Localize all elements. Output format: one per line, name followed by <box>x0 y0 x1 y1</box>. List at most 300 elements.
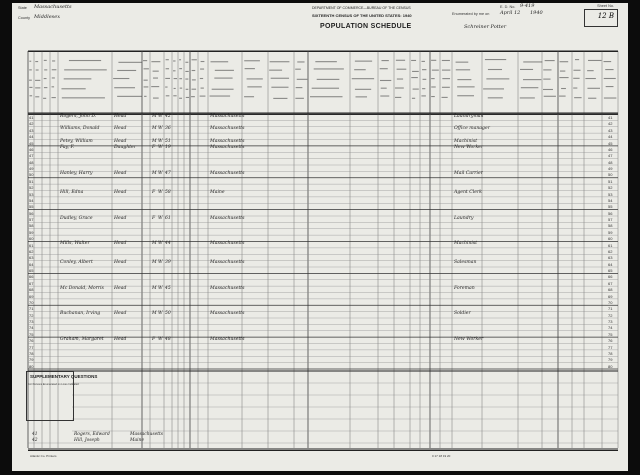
header-print-mark <box>575 59 579 60</box>
header-print-mark <box>395 87 404 88</box>
entry-sex: M <box>152 311 157 317</box>
line-number: 74 <box>29 325 34 331</box>
line-number: 47 <box>608 153 613 159</box>
header-print-mark <box>520 69 533 70</box>
header-print-mark <box>314 68 344 69</box>
header-print-mark <box>381 88 387 89</box>
header-print-mark <box>560 61 569 62</box>
entry-age: 45 <box>165 285 171 291</box>
line-number: 58 <box>29 223 34 229</box>
line-number: 53 <box>29 191 34 197</box>
entry-occupation: Office manager <box>454 126 490 132</box>
enumerated-date: April 12 <box>500 10 521 16</box>
header-print-mark <box>62 97 105 98</box>
line-number: 63 <box>29 255 34 261</box>
header-print-mark <box>574 97 581 98</box>
entry-birthplace: Massachusetts <box>210 139 245 144</box>
entry-age: 51 <box>165 139 171 144</box>
header-print-mark <box>214 78 232 79</box>
header-print-mark <box>520 97 535 98</box>
header-print-mark <box>543 69 551 70</box>
header-print-mark <box>192 70 196 71</box>
entry-race: W <box>158 215 163 221</box>
line-number: 64 <box>608 261 613 267</box>
header-print-mark <box>432 70 439 71</box>
header-print-mark <box>297 61 304 62</box>
line-number: 78 <box>608 350 613 356</box>
ed-value: 9-419 <box>520 3 535 9</box>
header-print-mark <box>173 60 175 61</box>
header-print-mark <box>456 62 469 63</box>
entry-occupation: Mail Carrier <box>454 170 483 176</box>
entry-relation: Daughter <box>114 145 137 151</box>
header-print-mark <box>421 95 426 96</box>
header-print-mark <box>431 60 436 61</box>
header-print-mark <box>166 68 169 69</box>
entry-name: Mc Donald, Morris <box>60 285 104 291</box>
entry-age: 36 <box>165 126 171 132</box>
entry-sex: M <box>152 113 157 119</box>
entry-birthplace: Maine <box>210 190 225 195</box>
header-print-mark <box>64 78 92 79</box>
supplementary-name: Rogers, Edward <box>74 432 110 437</box>
entry-age: 42 <box>165 113 171 119</box>
header-print-mark <box>431 86 436 87</box>
supplementary-line: 42 <box>32 438 38 443</box>
line-number: 45 <box>608 140 613 146</box>
header-print-mark <box>521 87 538 88</box>
header-print-mark <box>603 61 611 62</box>
line-number: 51 <box>608 178 613 184</box>
supplementary-line: 41 <box>32 432 38 437</box>
line-number: 68 <box>608 287 613 293</box>
line-number: 70 <box>608 299 613 305</box>
header-print-mark <box>606 86 614 87</box>
header-print-mark <box>153 98 159 99</box>
entry-age: 48 <box>165 336 171 342</box>
header-print-mark <box>395 97 401 98</box>
entry-age: 50 <box>165 311 171 317</box>
line-number: 57 <box>608 217 613 222</box>
entry-occupation: New Worker <box>454 145 484 151</box>
entry-age: 44 <box>165 241 171 246</box>
header-print-mark <box>271 87 288 88</box>
line-number: 66 <box>29 274 34 280</box>
entry-sex: M <box>152 170 157 176</box>
header-print-mark <box>165 86 167 87</box>
line-number: 70 <box>29 299 34 305</box>
header-print-mark <box>605 69 613 70</box>
line-number: 62 <box>608 248 613 254</box>
footer-band <box>28 450 618 467</box>
county-value: Middlesex <box>34 14 61 20</box>
entry-occupation: Machinist <box>454 139 478 144</box>
header-print-mark <box>380 80 391 81</box>
entry-sex: M <box>152 285 157 291</box>
line-number: 71 <box>608 306 613 312</box>
header-print-mark <box>192 59 197 60</box>
header-print-mark <box>269 70 282 71</box>
line-number: 65 <box>608 268 613 273</box>
header-print-mark <box>355 61 372 62</box>
header-print-mark <box>545 60 555 61</box>
supplementary-birthplace: Maine <box>130 438 144 443</box>
entry-race: W <box>158 145 163 151</box>
header-print-mark <box>587 70 594 71</box>
line-number: 43 <box>608 127 613 133</box>
entry-birthplace: Massachusetts <box>210 145 245 151</box>
header-print-mark <box>355 89 371 90</box>
enumerator-signature: Schreiner Potter <box>464 24 507 30</box>
header-print-mark <box>457 95 474 96</box>
line-number: 75 <box>29 331 34 337</box>
header-print-mark <box>180 88 182 89</box>
line-number: 55 <box>608 204 613 210</box>
header-print-mark <box>210 95 231 96</box>
header-print-mark <box>36 69 39 70</box>
line-number: 71 <box>29 306 34 312</box>
line-number: 56 <box>608 210 613 216</box>
line-number: 62 <box>29 248 34 254</box>
header-print-mark <box>543 79 550 80</box>
header-print-mark <box>559 77 568 78</box>
entry-sex: F <box>152 336 156 342</box>
entry-birthplace: Massachusetts <box>210 215 245 221</box>
entry-sex: M <box>152 241 157 246</box>
line-number: 42 <box>608 121 613 127</box>
header-print-mark <box>144 80 148 81</box>
header-print-mark <box>173 70 176 71</box>
line-number: 69 <box>29 293 34 299</box>
header-print-mark <box>442 87 450 88</box>
entry-birthplace: Massachusetts <box>210 126 245 132</box>
header-print-mark <box>52 69 57 70</box>
header-print-mark <box>604 78 616 79</box>
line-number: 46 <box>29 146 34 152</box>
header-print-mark <box>215 70 234 71</box>
header-print-mark <box>185 62 188 63</box>
entry-name: Petey, William <box>60 139 93 144</box>
header-print-mark <box>544 96 556 97</box>
line-number: 59 <box>29 229 34 235</box>
header-print-mark <box>483 88 504 89</box>
line-number: 72 <box>608 312 613 318</box>
footer-numbers: 0 17 18 19 20 <box>432 454 451 458</box>
schedule-title: POPULATION SCHEDULE <box>320 23 412 30</box>
header-print-mark <box>442 97 448 98</box>
sheet-number: 12 B <box>597 12 614 20</box>
header-print-mark <box>295 98 304 99</box>
header-print-mark <box>51 97 55 98</box>
header-print-mark <box>144 96 146 97</box>
entry-occupation: New Worker <box>454 336 484 342</box>
supplementary-birthplace: Massachusetts <box>130 432 163 437</box>
line-number: 68 <box>29 287 34 293</box>
line-number: 47 <box>29 153 34 159</box>
header-print-mark <box>486 78 509 79</box>
line-number: 67 <box>29 280 34 286</box>
header-print-mark <box>457 79 471 80</box>
header-print-mark <box>173 95 176 96</box>
header-print-mark <box>573 70 580 71</box>
ed-label: E. D. No. <box>500 5 516 9</box>
line-number: 48 <box>608 159 613 165</box>
header-print-mark <box>310 96 343 97</box>
enumerated-year: 1940 <box>530 10 543 16</box>
header-print-mark <box>151 86 159 87</box>
line-number: 45 <box>29 140 34 146</box>
entry-occupation: Machinist <box>454 241 478 246</box>
line-number: 79 <box>608 357 613 363</box>
line-number: 61 <box>608 242 613 248</box>
county-label: County <box>18 16 31 20</box>
header-print-mark <box>380 95 389 96</box>
header-print-mark <box>44 69 47 70</box>
header-print-mark <box>179 98 182 99</box>
entry-name: Fay, F. <box>60 145 75 151</box>
entry-birthplace: Massachusetts <box>210 336 245 342</box>
entry-relation: Head <box>114 113 127 119</box>
line-number: 44 <box>29 134 34 140</box>
line-number: 65 <box>29 268 34 273</box>
entry-relation: Head <box>114 170 127 176</box>
header-print-mark <box>355 96 367 97</box>
entry-sex: F <box>152 190 156 195</box>
header-print-mark <box>174 78 177 79</box>
header-print-mark <box>296 87 303 88</box>
header-print-mark <box>421 61 424 62</box>
entry-age: 19 <box>165 145 171 151</box>
header-print-mark <box>35 96 39 97</box>
line-number: 48 <box>29 159 34 165</box>
header-print-mark <box>35 61 38 62</box>
header-print-mark <box>144 86 149 87</box>
census-sheet <box>12 3 628 471</box>
entry-race: W <box>158 139 163 144</box>
line-number: 57 <box>29 217 34 222</box>
header-print-mark <box>271 78 289 79</box>
line-number: 60 <box>608 236 613 242</box>
line-number: 51 <box>29 178 34 184</box>
header-print-mark <box>244 60 260 61</box>
header-print-mark <box>573 78 579 79</box>
enumerated-label: Enumerated by me on <box>452 12 490 16</box>
header-print-mark <box>488 69 502 70</box>
line-number: 53 <box>608 191 613 197</box>
header-print-mark <box>29 80 32 81</box>
entry-birthplace: Massachusetts <box>210 260 245 266</box>
line-number: 67 <box>608 280 613 286</box>
header-print-mark <box>52 77 55 78</box>
line-number: 77 <box>608 344 613 350</box>
entry-race: W <box>158 311 163 317</box>
entry-occupation: Salesman <box>454 260 477 266</box>
header-print-mark <box>166 95 170 96</box>
header-print-mark <box>273 98 287 99</box>
header-print-mark <box>113 78 129 79</box>
line-number: 54 <box>608 197 613 203</box>
header-print-mark <box>397 78 403 79</box>
entry-relation: Head <box>114 139 127 144</box>
entry-race: W <box>158 260 163 266</box>
entry-sex: F <box>152 215 156 221</box>
header-print-mark <box>179 68 182 69</box>
sheet-label: Sheet No. <box>597 4 614 8</box>
header-print-mark <box>117 70 136 71</box>
line-number: 76 <box>29 338 34 344</box>
entry-name: Hill, Edna <box>60 190 84 195</box>
header-print-mark <box>423 79 427 80</box>
form-ruling <box>12 3 628 471</box>
line-number: 56 <box>29 210 34 216</box>
entry-name: Dudley, Grace <box>60 215 93 221</box>
entry-birthplace: Massachusetts <box>210 113 245 119</box>
header-print-mark <box>153 78 158 79</box>
header-print-mark <box>411 60 416 61</box>
line-number: 73 <box>29 319 34 324</box>
header-print-mark <box>30 95 33 96</box>
line-number: 43 <box>29 127 34 133</box>
header-print-mark <box>412 98 415 99</box>
line-number: 73 <box>608 319 613 324</box>
entry-relation: Head <box>114 336 127 342</box>
line-number: 72 <box>29 312 34 318</box>
entry-relation: Head <box>114 311 127 317</box>
header-print-mark <box>559 96 566 97</box>
header-print-mark <box>179 59 181 60</box>
header-print-mark <box>247 78 263 79</box>
supplementary-title: SUPPLEMENTARY QUESTIONS <box>30 374 98 379</box>
line-number: 49 <box>608 166 613 171</box>
header-print-mark <box>179 78 182 79</box>
header-print-mark <box>191 96 195 97</box>
entry-relation: Head <box>114 285 127 291</box>
entry-name: Graham, Margaret <box>60 336 104 342</box>
line-number: 61 <box>29 242 34 248</box>
header-print-mark <box>29 87 32 88</box>
header-print-mark <box>44 87 47 88</box>
header-print-mark <box>244 96 254 97</box>
header-print-mark <box>422 69 426 70</box>
header-print-mark <box>64 69 107 70</box>
header-print-mark <box>431 96 435 97</box>
supplementary-subtitle: For Persons Enumerated on Lines Indicated <box>28 383 79 386</box>
entry-race: W <box>158 336 163 342</box>
line-number: 79 <box>29 357 34 363</box>
line-number: 69 <box>608 293 613 299</box>
entry-race: W <box>158 190 163 195</box>
entry-occupation: Agent Clerk <box>454 190 482 195</box>
header-print-mark <box>317 79 340 80</box>
header-print-mark <box>61 88 85 89</box>
header-print-mark <box>413 89 419 90</box>
header-print-mark <box>245 68 255 69</box>
entry-race: W <box>158 285 163 291</box>
line-number: 66 <box>608 274 613 280</box>
line-number: 75 <box>608 331 613 337</box>
header-print-mark <box>29 69 32 70</box>
line-number: 78 <box>29 350 34 356</box>
line-number: 80 <box>29 363 34 369</box>
header-print-mark <box>411 77 418 78</box>
header-print-mark <box>297 79 308 80</box>
line-number: 80 <box>608 363 613 369</box>
entry-occupation: Laundryman <box>454 113 484 119</box>
entry-race: W <box>158 241 163 246</box>
header-print-mark <box>212 89 234 90</box>
entry-relation: Head <box>114 260 127 266</box>
entry-sex: F <box>152 145 156 151</box>
header-print-mark <box>247 86 261 87</box>
header-print-mark <box>35 87 40 88</box>
entry-name: Williams, Donald <box>60 126 100 132</box>
entry-name: Conley, Albert <box>60 260 93 266</box>
state-value: Massachusetts <box>34 4 72 10</box>
line-number: 50 <box>29 172 34 178</box>
header-print-mark <box>561 88 566 89</box>
header-print-mark <box>144 68 149 69</box>
entry-sex: M <box>152 139 157 144</box>
header-print-mark <box>442 60 450 61</box>
line-number: 52 <box>29 185 34 191</box>
header-print-mark <box>457 86 475 87</box>
entry-age: 61 <box>165 215 171 221</box>
header-print-mark <box>485 59 506 60</box>
header-print-mark <box>192 89 197 90</box>
header-print-mark <box>165 78 170 79</box>
header-print-mark <box>587 88 600 89</box>
entry-name: Buchanan, Irving <box>60 311 101 317</box>
header-print-mark <box>397 69 407 70</box>
entry-relation: Head <box>114 215 127 221</box>
line-number: 59 <box>608 229 613 235</box>
entry-relation: Head <box>114 190 127 195</box>
header-print-mark <box>118 62 141 63</box>
header-print-mark <box>604 97 616 98</box>
header-print-mark <box>174 88 176 89</box>
census-heading: SIXTEENTH CENSUS OF THE UNITED STATES: 1940 <box>312 13 412 18</box>
state-label: State <box>18 6 27 10</box>
header-print-mark <box>560 71 565 72</box>
header-print-mark <box>523 79 541 80</box>
line-number: 76 <box>608 338 613 344</box>
entry-age: 47 <box>165 170 171 176</box>
header-print-mark <box>35 80 40 81</box>
line-number: 46 <box>608 146 613 152</box>
line-number: 42 <box>29 121 34 127</box>
header-print-mark <box>315 61 337 62</box>
header-print-mark <box>456 69 470 70</box>
header-print-mark <box>200 69 204 70</box>
header-print-mark <box>44 60 47 61</box>
entry-race: W <box>158 113 163 119</box>
header-print-mark <box>585 78 595 79</box>
entry-occupation: Laundry <box>454 215 474 221</box>
header-print-mark <box>380 68 388 69</box>
line-number: 44 <box>608 134 613 140</box>
header-print-mark <box>352 78 374 79</box>
header-print-mark <box>117 96 142 97</box>
header-print-mark <box>29 61 31 62</box>
header-print-mark <box>488 97 503 98</box>
line-number: 55 <box>29 204 34 210</box>
line-number: 74 <box>608 325 613 331</box>
entry-name: Mills, Walter <box>60 241 90 246</box>
entry-age: 58 <box>165 190 171 195</box>
entry-name: Rogers, John D. <box>60 113 97 119</box>
supplementary-name: Hill, Joseph <box>74 438 100 443</box>
header-print-mark <box>422 88 425 89</box>
